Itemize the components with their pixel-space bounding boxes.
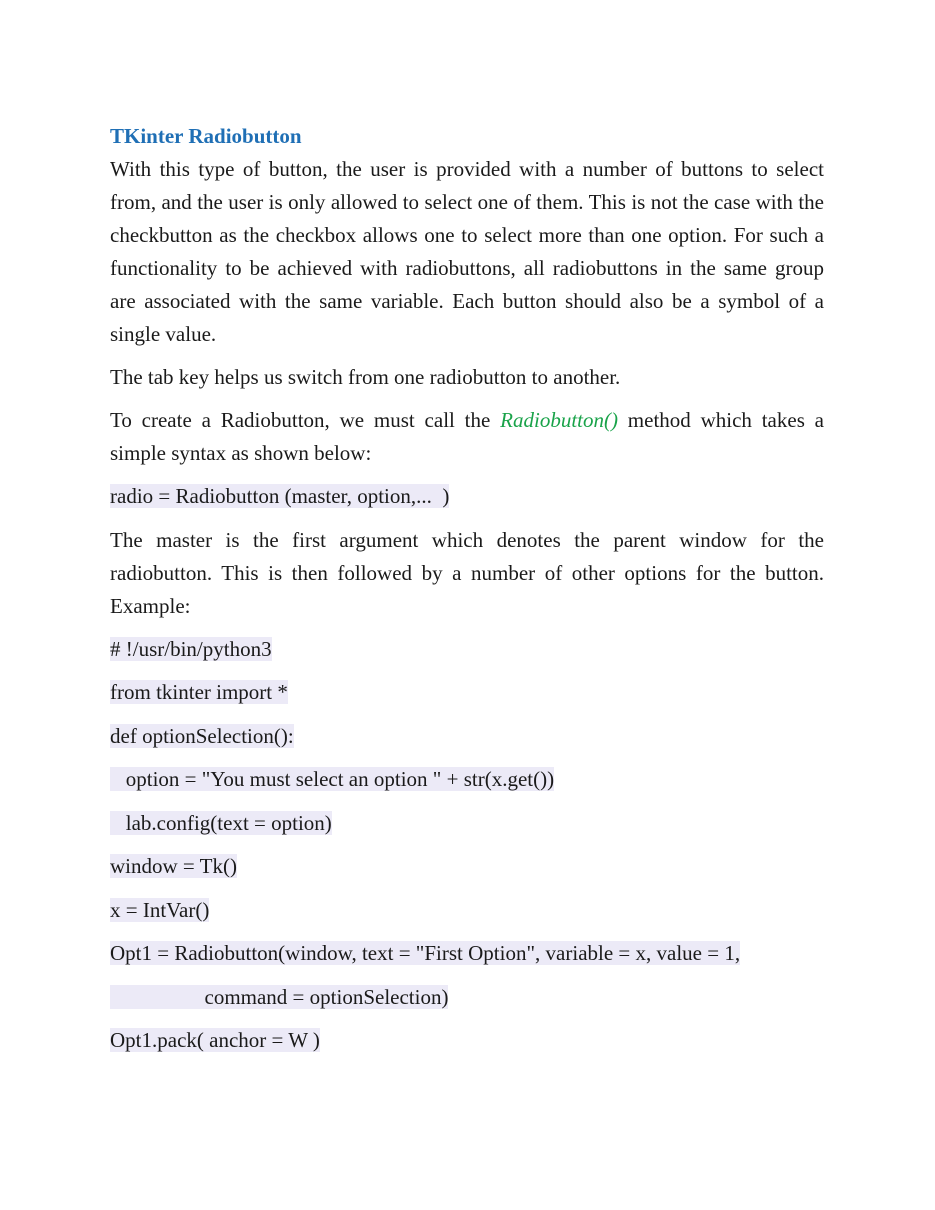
code-text: x = IntVar() bbox=[110, 897, 210, 922]
syntax-intro-text-end: method which takes a simple syntax as shown below: bbox=[110, 408, 825, 465]
tab-key-paragraph: The tab key helps us switch from one radiobutton to another. bbox=[110, 365, 621, 389]
code-text: from tkinter import * bbox=[110, 680, 288, 704]
code-line bbox=[110, 807, 824, 840]
code-line bbox=[110, 720, 824, 753]
syntax-intro-text: To create a Radiobutton, we must call the bbox=[110, 408, 501, 432]
code-line bbox=[110, 937, 824, 970]
code-text: Opt1.pack( anchor = W ) bbox=[110, 1028, 320, 1052]
code-text: option = "You must select an option " + str(x.get()) bbox=[110, 767, 555, 791]
syntax-code-text: radio = Radiobutton (master, option,... ) bbox=[110, 484, 450, 508]
code-example bbox=[110, 633, 824, 1058]
code-text: def optionSelection(): bbox=[110, 723, 294, 748]
master-description-paragraph: The master is the first argument which denotes the parent window for the radiobutton. This is then followed by a number of other options for the button. Example: bbox=[110, 527, 824, 618]
method-name: Radiobutton() bbox=[500, 408, 618, 432]
code-text: command = optionSelection) bbox=[110, 984, 449, 1009]
code-text: lab.config(text = option) bbox=[110, 810, 332, 835]
code-text: Opt1 = Radiobutton(window, text = "First Option", variable = x, value = 1, bbox=[110, 941, 741, 965]
code-line bbox=[110, 676, 824, 709]
syntax-code-line bbox=[110, 480, 824, 513]
document-page bbox=[110, 120, 824, 1068]
section-heading: TKinter Radiobutton bbox=[110, 124, 302, 148]
code-line bbox=[110, 633, 824, 666]
code-line bbox=[110, 981, 824, 1014]
code-text: # !/usr/bin/python3 bbox=[110, 636, 272, 661]
code-line bbox=[110, 763, 824, 796]
code-line bbox=[110, 894, 824, 927]
code-line bbox=[110, 1024, 824, 1057]
code-line bbox=[110, 850, 824, 883]
code-text: window = Tk() bbox=[110, 854, 237, 878]
syntax-intro-paragraph bbox=[110, 404, 824, 470]
intro-paragraph: With this type of button, the user is provided with a number of buttons to select from, and the user is only allowed to select one of them. This is not the case with the checkbutton as the checkbox allows one to select more than one option. For such a functionality to be achieved with radiobuttons, all radiobuttons in the same group are associated with the same variable. Each button should also be a symbol of a single value. bbox=[110, 157, 824, 346]
